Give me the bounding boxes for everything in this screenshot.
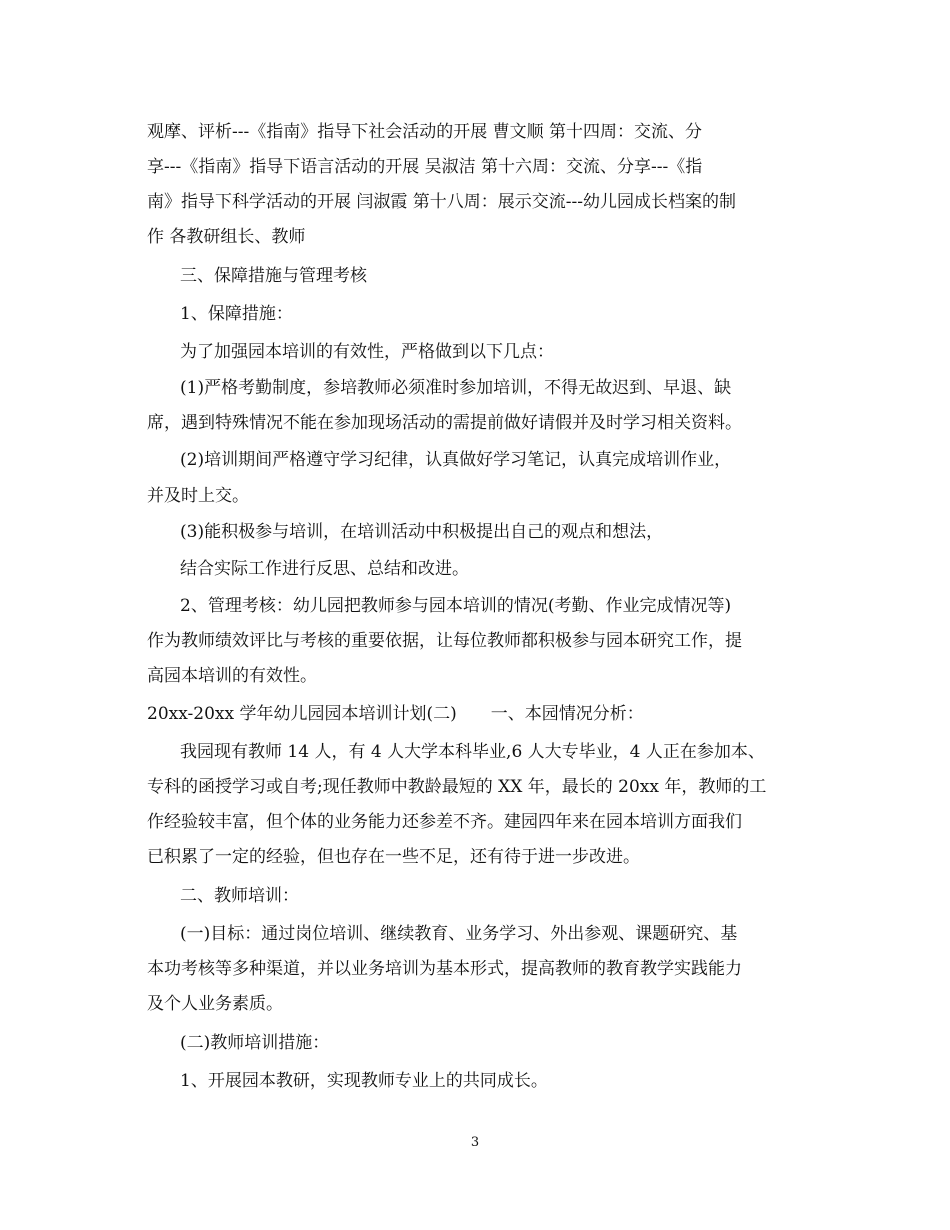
section-heading: 二、教师培训： xyxy=(180,886,299,906)
body-line: 及个人业务素质。 xyxy=(147,994,283,1014)
body-line: (3)能积极参与培训，在培训活动中积极提出自己的观点和想法， xyxy=(180,522,664,542)
body-line: 席，遇到特殊情况不能在参加现场活动的需提前做好请假并及时学习相关资料。 xyxy=(147,413,742,433)
body-line: 高园本培训的有效性。 xyxy=(147,666,317,686)
body-line: 已积累了一定的经验，但也存在一些不足，还有待于进一步改进。 xyxy=(147,847,640,867)
subsection-heading: 1、保障措施： xyxy=(180,304,293,324)
section-heading: 三、保障措施与管理考核 xyxy=(180,266,367,286)
body-line: (一)目标：通过岗位培训、继续教育、业务学习、外出参观、课题研究、基 xyxy=(180,924,738,944)
body-line: 南》指导下科学活动的开展 闫淑霞 第十八周：展示交流---幼儿园成长档案的制 xyxy=(147,192,737,212)
body-line: 作经验较丰富，但个体的业务能力还参差不齐。建园四年来在园本培训方面我们 xyxy=(147,812,742,832)
body-line: 结合实际工作进行反思、总结和改进。 xyxy=(180,559,469,579)
body-line: 2、管理考核：幼儿园把教师参与园本培训的情况(考勤、作业完成情况等) xyxy=(180,596,732,616)
body-line: (2)培训期间严格遵守学习纪律，认真做好学习笔记，认真完成培训作业， xyxy=(180,450,732,470)
body-line: 享---《指南》指导下语言活动的开展 吴淑洁 第十六周：交流、分享---《指 xyxy=(147,157,703,177)
body-line: 作为教师绩效评比与考核的重要依据，让每位教师都积极参与园本研究工作，提 xyxy=(147,631,742,651)
body-line: 观摩、评析---《指南》指导下社会活动的开展 曹文顺 第十四周：交流、分 xyxy=(147,122,703,142)
body-line: 作 各教研组长、教师 xyxy=(147,227,306,247)
subsection-heading: (二)教师培训措施： xyxy=(180,1033,330,1053)
body-line: 1、开展园本教研，实现教师专业上的共同成长。 xyxy=(180,1071,548,1091)
body-line: 本功考核等多种渠道，并以业务培训为基本形式，提高教师的教育教学实践能力 xyxy=(147,959,742,979)
document-title-line: 20xx-20xx 学年幼儿园园本培训计划(二) 一、本园情况分析： xyxy=(147,704,644,724)
body-line: 并及时上交。 xyxy=(147,486,249,506)
page-number: 3 xyxy=(470,1135,480,1150)
body-line: 我园现有教师 14 人，有 4 人大学本科毕业,6 人大专毕业，4 人正在参加本、 xyxy=(180,742,765,762)
body-line: (1)严格考勤制度，参培教师必须准时参加培训，不得无故迟到、早退、缺 xyxy=(180,378,732,398)
body-line: 为了加强园本培训的有效性，严格做到以下几点： xyxy=(180,342,554,362)
body-line: 专科的函授学习或自考;现任教师中教龄最短的 XX 年，最长的 20xx 年，教师的工 xyxy=(147,777,767,797)
